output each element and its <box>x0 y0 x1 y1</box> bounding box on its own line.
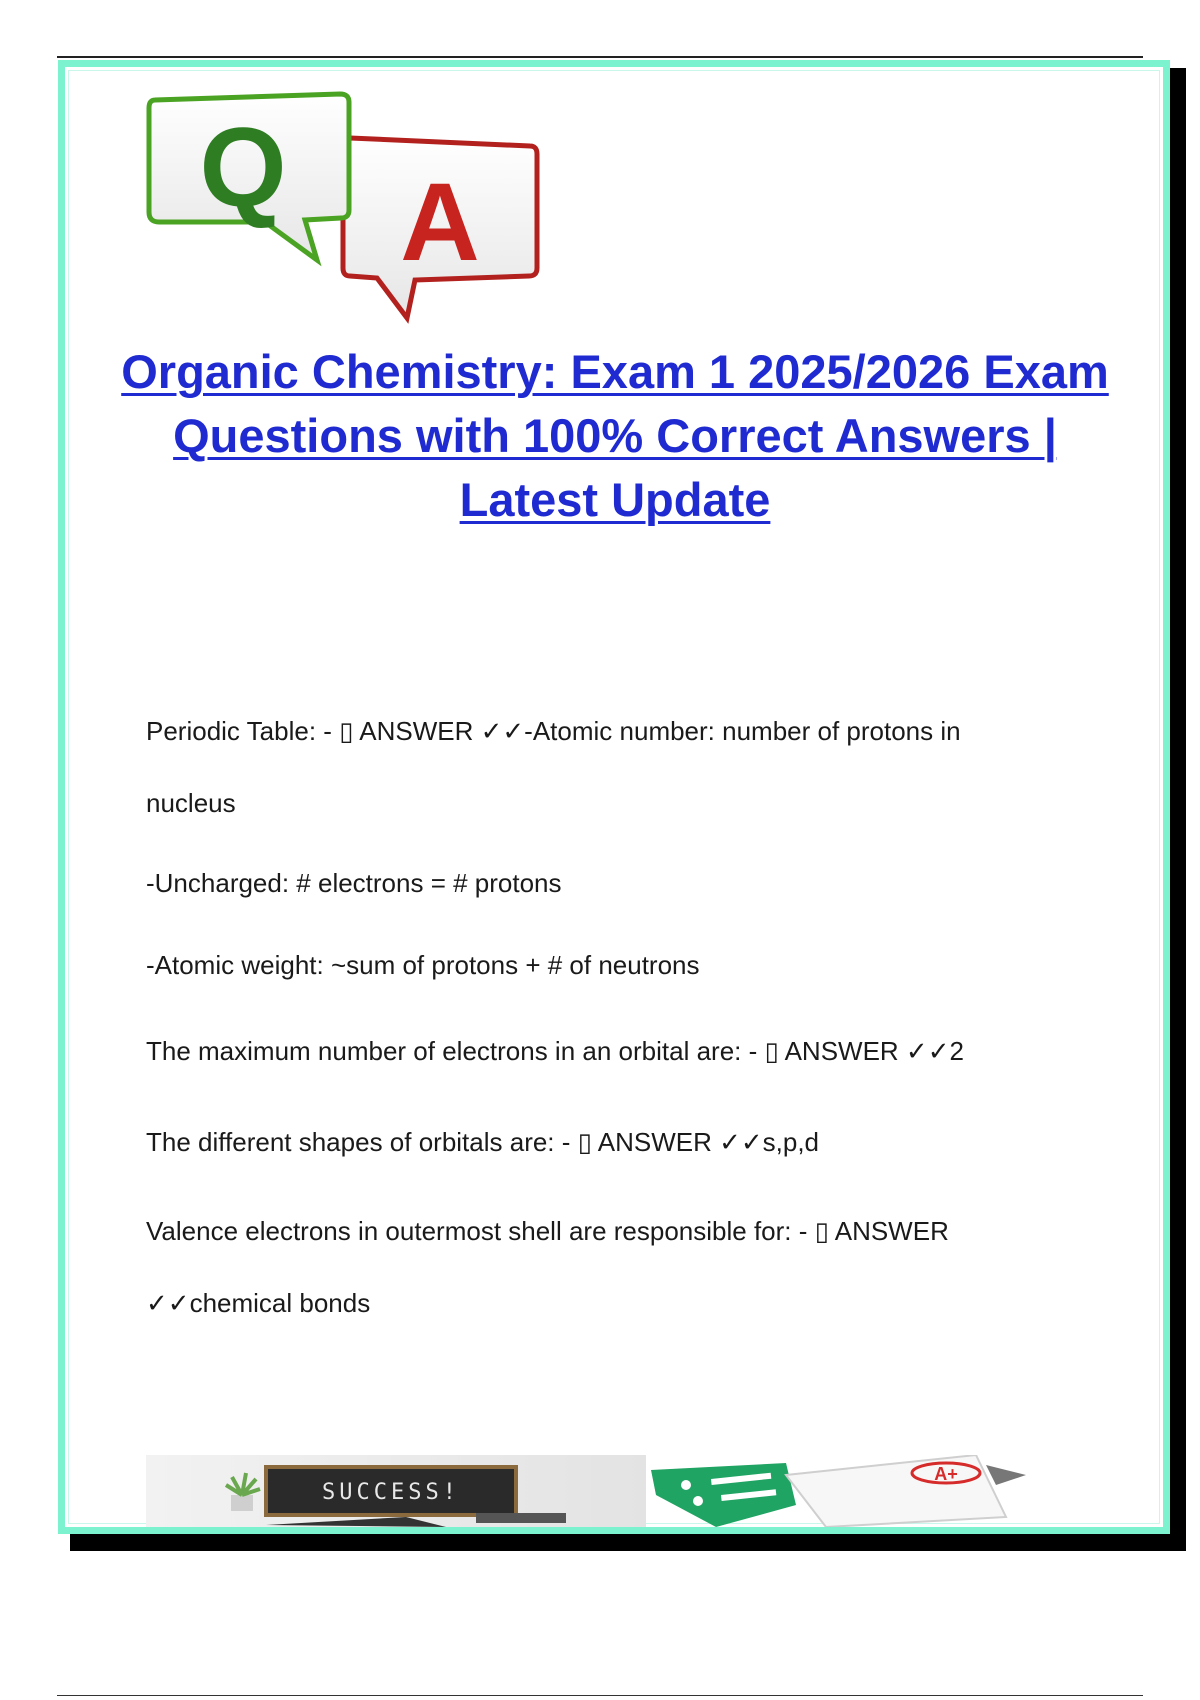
bottom-rule <box>57 1695 1143 1696</box>
text-line-7: Valence electrons in outermost shell are responsible for: - ▯ ANSWER <box>146 1216 949 1246</box>
q-letter: Q <box>199 105 287 230</box>
top-rule <box>57 56 1143 58</box>
text-line-1: Periodic Table: - ▯ ANSWER ✓✓-Atomic number: number of protons in <box>146 716 961 746</box>
chalkboard-text: SUCCESS! <box>322 1480 460 1505</box>
text-line-4: -Atomic weight: ~sum of protons + # of neutrons <box>146 950 700 980</box>
text-line-8: ✓✓chemical bonds <box>146 1288 371 1318</box>
text-line-6: The different shapes of orbitals are: - ▯ ANSWER ✓✓s,p,d <box>146 1127 820 1157</box>
grade-text: A+ <box>934 1464 958 1484</box>
qa-speech-bubbles-icon <box>145 88 565 338</box>
a-letter: A <box>400 161 480 284</box>
text-line-5: The maximum number of electrons in an orbital are: - ▯ ANSWER ✓✓2 <box>146 1036 964 1066</box>
text-line-2: nucleus <box>146 788 236 818</box>
text-line-3: -Uncharged: # electrons = # protons <box>146 868 562 898</box>
success-banner-image <box>146 1455 1080 1527</box>
document-title[interactable]: Organic Chemistry: Exam 1 2025/2026 Exam Questions with 100% Correct Answers | Latest Update <box>121 345 1109 526</box>
